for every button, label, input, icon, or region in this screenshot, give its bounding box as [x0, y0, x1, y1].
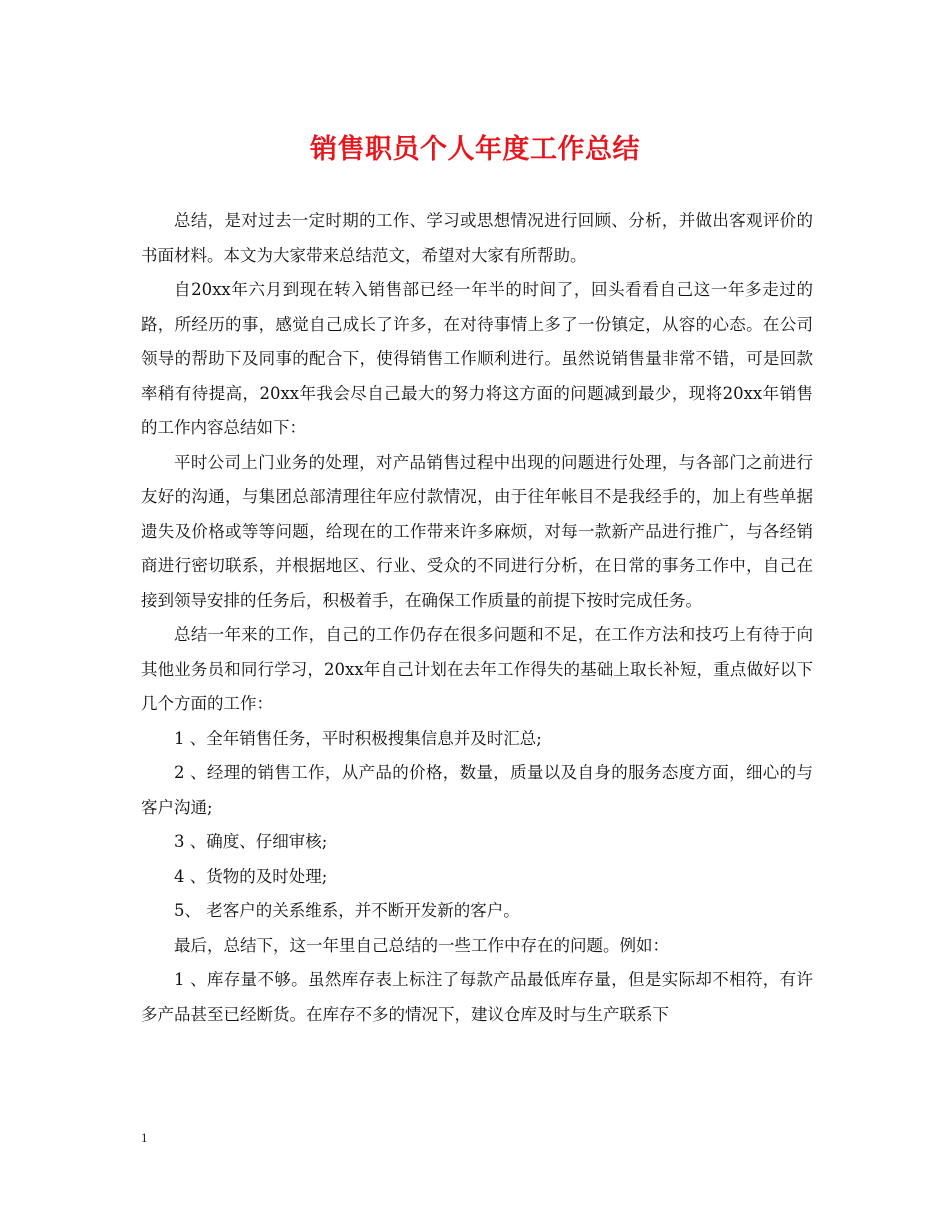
paragraph-plan: 总结一年来的工作，自己的工作仍存在很多问题和不足，在工作方法和技巧上有待于向其他业务员和同行学习，20xx年自己计划在去年工作得失的基础上取长补短，重点做好以下几个方面的工作：: [141, 625, 813, 713]
list-item-3: 3 、确度、仔细审核;: [174, 832, 328, 851]
list-item-5: 5、 老客户的关系维系，并不断开发新的客户。: [174, 901, 520, 920]
document-title: 销售职员个人年度工作总结: [310, 134, 640, 165]
paragraph-intro: 总结，是对过去一定时期的工作、学习或思想情况进行回顾、分析，并做出客观评价的书面材料。本文为大家带来总结范文，希望对大家有所帮助。: [141, 211, 813, 265]
problem-item-1: 1 、库存量不够。虽然库存表上标注了每款产品最低库存量，但是实际却不相符，有许多产品甚至已经断货。在库存不多的情况下，建议仓库及时与生产联系下: [141, 970, 813, 1024]
list-item-1: 1 、全年销售任务，平时积极搜集信息并及时汇总;: [174, 728, 542, 748]
document-body: [141, 204, 813, 1032]
page-number: 1: [141, 1130, 148, 1145]
list-item-4: 4 、货物的及时处理;: [174, 866, 328, 886]
paragraph-daily-work: 平时公司上门业务的处理，对产品销售过程中出现的问题进行处理，与各部门之前进行友好的沟通，与集团总部清理往年应付款情况，由于往年帐目不是我经手的，加上有些单据遗失及价格或等等问题，给现在的工作带来许多麻烦，对每一款新产品进行推广，与各经销商进行密切联系，并根据地区、行业、受众的不同进行分析，在日常的事务工作中，自己在接到领导安排的任务后，积极着手，在确保工作质量的前提下按时完成任务。: [141, 452, 813, 610]
paragraph-background: 自20xx年六月到现在转入销售部已经一年半的时间了，回头看看自己这一年多走过的路，所经历的事，感觉自己成长了许多，在对待事情上多了一份镇定，从容的心态。在公司领导的帮助下及同事的配合下，使得销售工作顺利进行。虽然说销售量非常不错，可是回款率稍有待提高，20xx年我会尽自己最大的努力将这方面的问题减到最少，现将20xx年销售的工作内容总结如下：: [141, 280, 813, 437]
paragraph-problems-intro: 最后，总结下，这一年里自己总结的一些工作中存在的问题。例如：: [174, 935, 669, 955]
list-item-2: 2 、经理的销售工作，从产品的价格，数量，质量以及自身的服务态度方面，细心的与客户沟通;: [141, 763, 813, 817]
